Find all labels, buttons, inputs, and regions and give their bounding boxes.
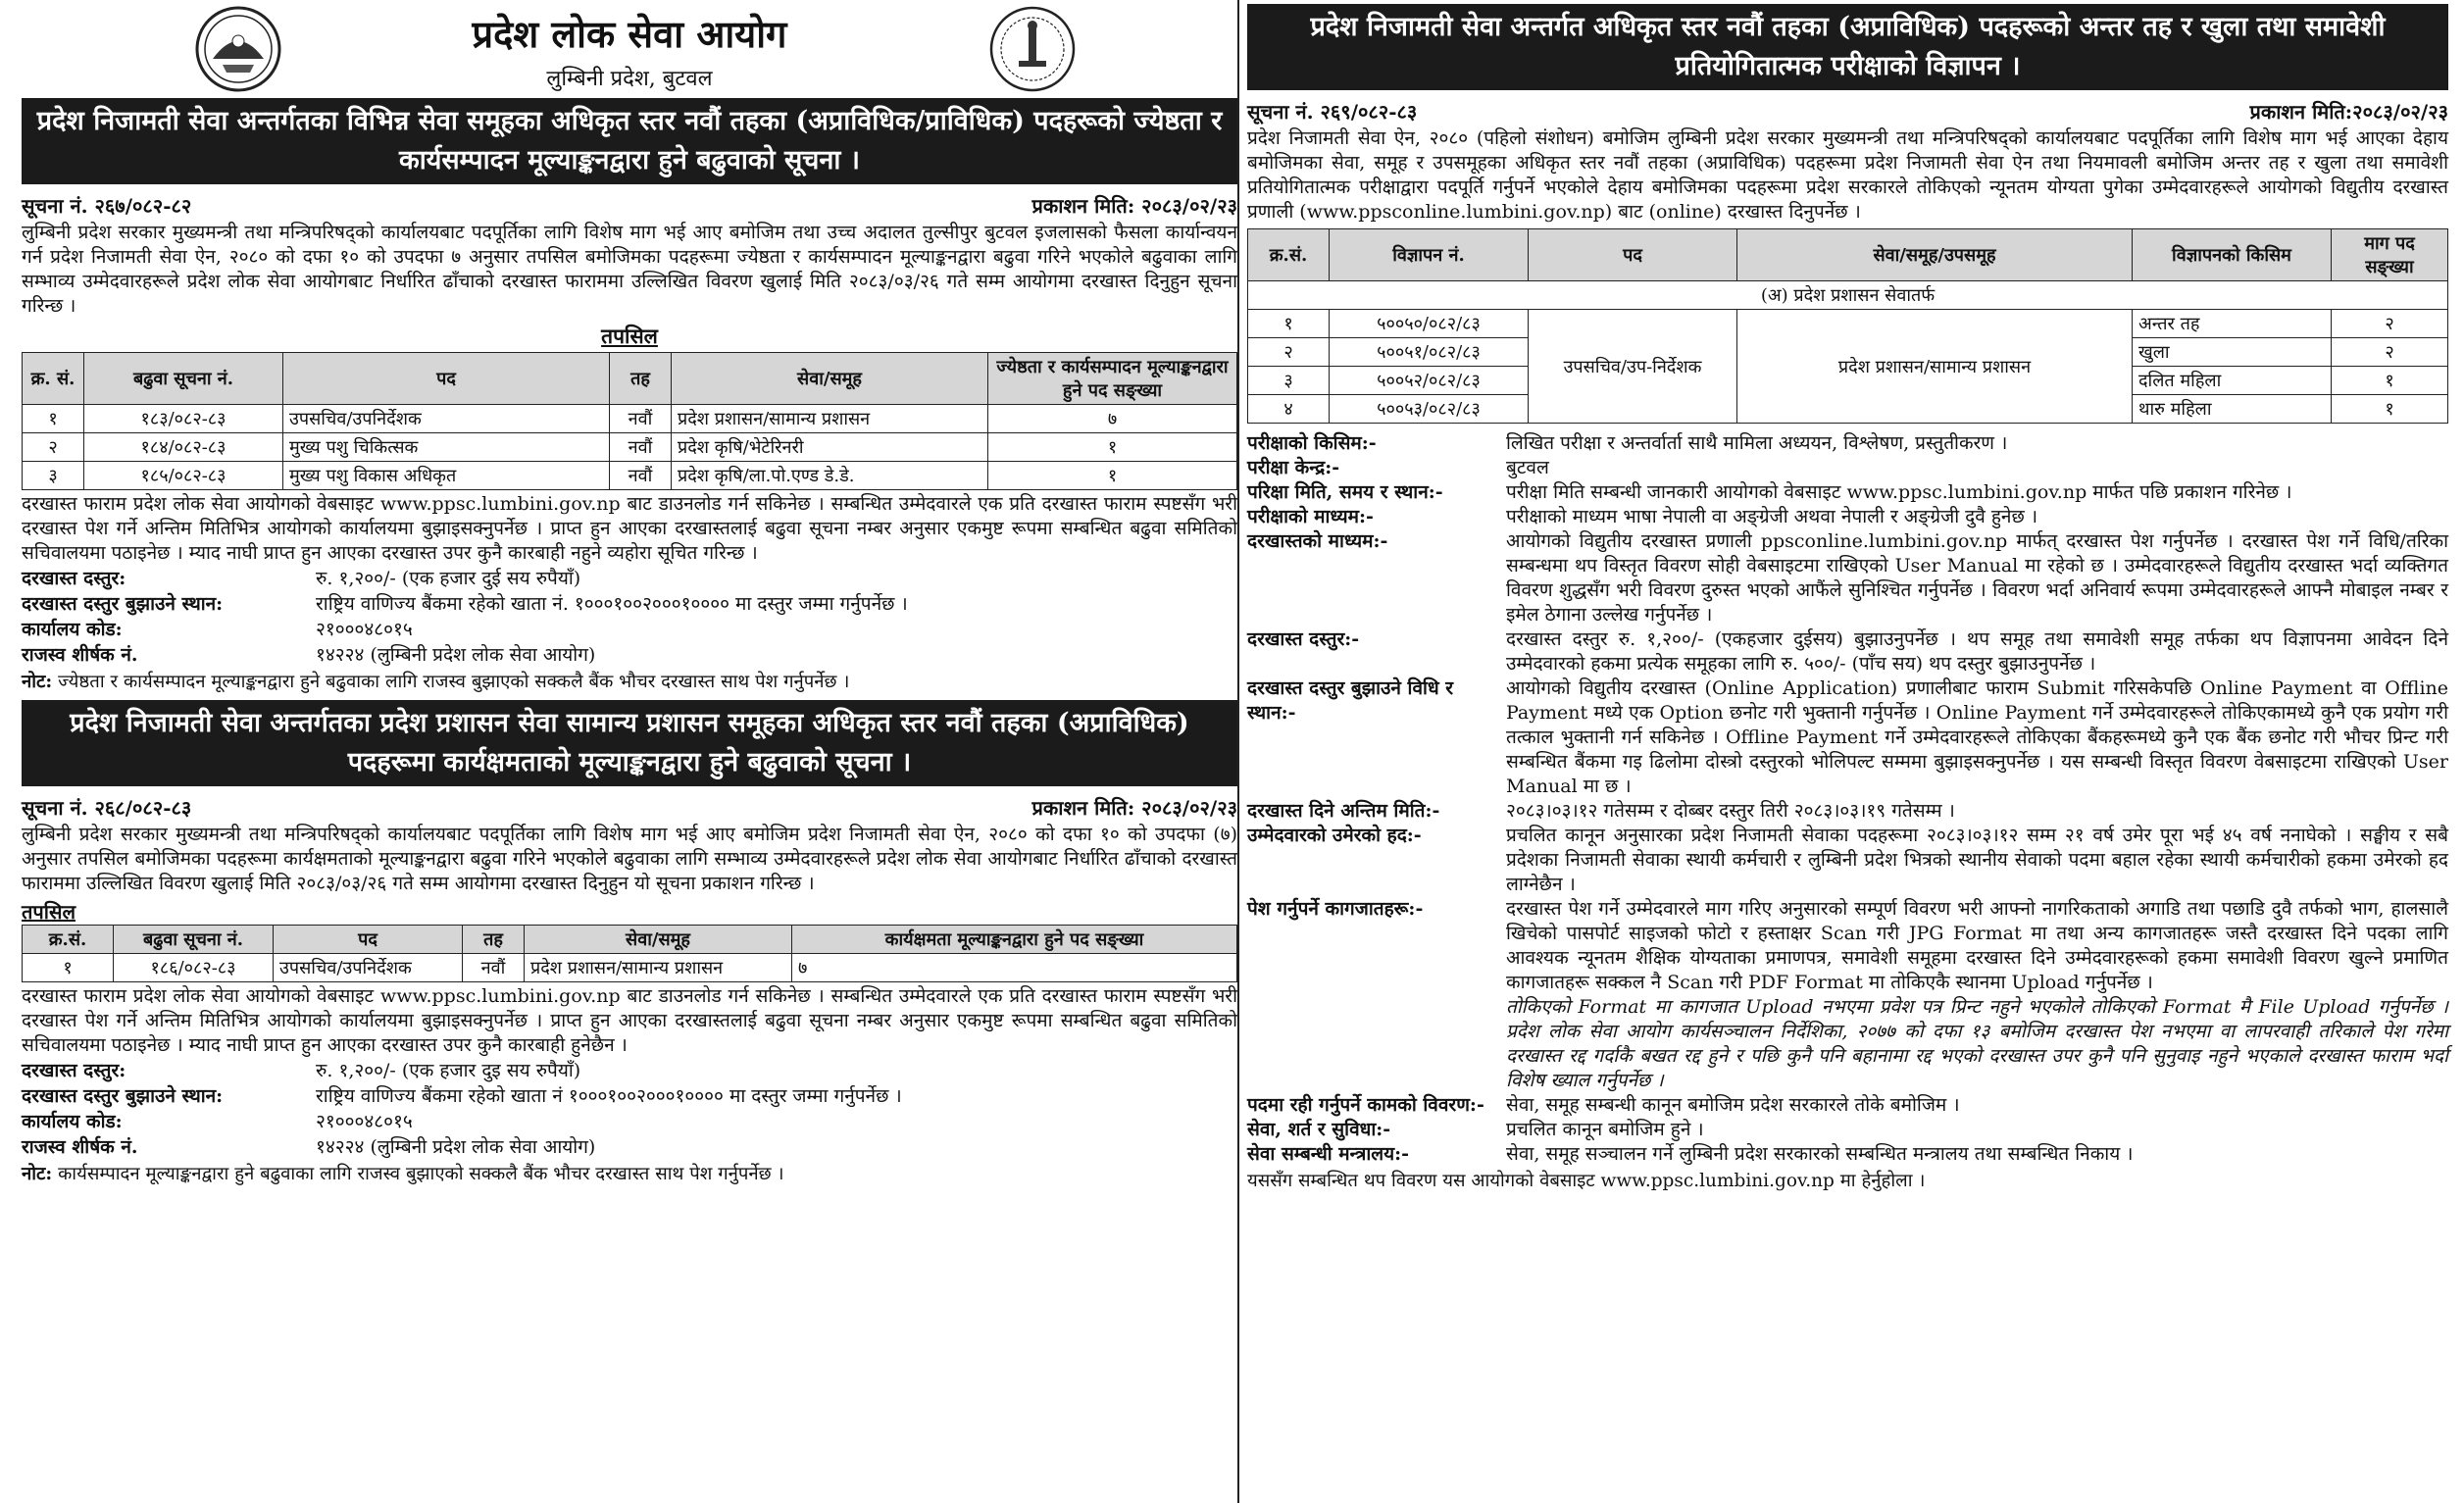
table-cell: (अ) प्रदेश प्रशासन सेवातर्फ	[1248, 281, 2448, 310]
table-cell: ५००५२/०८२/८३	[1330, 367, 1529, 395]
table-cell: ७	[792, 954, 1237, 982]
table-cell: २	[2332, 338, 2448, 367]
table-header: तह	[610, 353, 672, 405]
table-cell: अन्तर तह	[2133, 310, 2332, 338]
notice3-number: सूचना नं. २६९/०८२-८३	[1247, 100, 1418, 124]
notice1-meta	[22, 192, 1237, 219]
detail-label: पेश गर्नुपर्ने कागजातहरू:-	[1247, 898, 1424, 920]
table-cell: १	[2332, 367, 2448, 395]
detail-value: आयोगको विद्युतीय दरखास्त प्रणाली ppsconline.lumbini.gov.np मार्फत् दरखास्त पेश गर्नुपर्नेछ । दरखास्त पेश गर्ने विधि/तरिका सम्बन्धमा थप विस्तृत विवरण सोही वेबसाइटमा राखिएको User Manual मा रहेको छ । उम्मेदवारहरूले विद्युतीय दरखास्त भर्दा व्यक्तिगत विवरण शुद्धसँग भरी विवरण दुरुस्त भएको आफैंले सुनिश्चित गर्नुपर्नेछ । विवरण भर्दा अनिवार्य रूपमा उम्मेदवारहरूले आफ्नै मोबाइल नम्बर र इमेल ठेगाना उल्लेख गर्नुपर्नेछ ।	[1506, 530, 2448, 626]
table-cell: प्रदेश प्रशासन/सामान्य प्रशासन	[672, 405, 988, 433]
table-cell: नवौं	[610, 405, 672, 433]
table-cell: १	[1248, 310, 1330, 338]
detail-label: सेवा, शर्त र सुविधा:-	[1247, 1119, 1391, 1140]
detail-value: परीक्षा मिति सम्बन्धी जानकारी आयोगको वेबसाइट www.ppsc.lumbini.gov.np मार्फत पछि प्रकाशन गरिनेछ ।	[1506, 481, 2292, 503]
detail-label: परीक्षा केन्द्र:-	[1247, 457, 1340, 478]
table-cell: १	[23, 405, 84, 433]
detail-value: सेवा, समूह सम्बन्धी कानून बमोजिम प्रदेश सरकारले तोके बमोजिम ।	[1506, 1094, 1960, 1116]
table-header: कार्यक्षमता मूल्याङ्कनद्वारा हुने पद सङ्ख्या	[792, 926, 1237, 954]
note-label: नोट:	[22, 672, 53, 692]
table-header: ज्येष्ठता र कार्यसम्पादन मूल्याङ्कनद्वारा हुने पद सङ्ख्या	[988, 353, 1237, 405]
table-cell-service: प्रदेश प्रशासन/सामान्य प्रशासन	[1737, 310, 2133, 424]
notice2-fee-details	[22, 1058, 1237, 1160]
detail-value: प्रचलित कानून अनुसारका प्रदेश निजामती सेवाका पदहरूमा २०८३।०३।१२ सम्म २१ वर्ष उमेर पूरा भई ४५ वर्ष ननाघेको । सङ्घीय र सबै प्रदेशका निजामती सेवाका स्थायी कर्मचारी र लुम्बिनी प्रदेश भित्रको स्थानीय सेवाको पदमा बहाल रहेका स्थायी कर्मचारीको हकमा उमेरको हद लाग्नेछैन ।	[1506, 825, 2448, 895]
table-header: क्र. सं.	[23, 353, 84, 405]
kv-label: दरखास्त दस्तुर बुझाउने स्थान:	[22, 593, 224, 615]
table-group-row	[1248, 281, 2448, 310]
table-cell: ३	[23, 462, 84, 490]
table-header: क्र.सं.	[23, 926, 114, 954]
org-subtitle: लुम्बिनी प्रदेश, बुटवल	[546, 67, 713, 91]
table-header: सेवा/समूह	[525, 926, 792, 954]
left-column	[22, 0, 1237, 1188]
detail-label: परीक्षाको किसिम:-	[1247, 432, 1377, 454]
kv-value: २१०००४८०१५	[316, 619, 413, 640]
table-cell: नवौं	[463, 954, 525, 982]
notice2-tapsil: तपसिल	[22, 900, 76, 924]
table-cell: मुख्य पशु चिकित्सक	[283, 433, 610, 462]
table-header: विज्ञापनको किसिम	[2133, 229, 2332, 281]
notice2-table	[22, 925, 1237, 982]
kv-label: दरखास्त दस्तुर:	[22, 568, 126, 589]
right-column	[1247, 0, 2448, 1195]
detail-value: आयोगको विद्युतीय दरखास्त (Online Application) प्रणालीबाट फाराम Submit गरिसकेपछि Online Payment वा Offline Payment मध्ये एक Option छनोट गरी भुक्तानी गर्नुपर्नेछ । Online Payment गर्ने उम्मेदवारहरूले तोकिएकामध्ये कुनै एक प्रयोग गरी तत्काल भुक्तानी गर्न सकिनेछ । Offline Payment गर्ने उम्मेदवारहरूले तोकिएका बैंकहरूमध्ये कुनै एक बैंक छनोट गरी भौचर प्रिन्ट गरी सम्बन्धित बैंकमा गइ ढिलोमा दोस्त्रो दस्तुरको भोलिपल्ट सम्ममा बुझाइसक्नुपर्नेछ । यस सम्बन्धी विस्तृत विवरण वेबसाइटमा राखिएको User Manual मा छ ।	[1506, 677, 2448, 797]
detail-label: परिक्षा मिति, समय र स्थान:-	[1247, 481, 1443, 503]
table-cell: ५००५३/०८२/८३	[1330, 395, 1529, 424]
table-cell: मुख्य पशु विकास अधिकृत	[283, 462, 610, 490]
kv-value: रु. १,२००/- (एक हजार दुइ सय रुपैयाँ)	[316, 1060, 581, 1081]
table-cell-post: उपसचिव/उप-निर्देशक	[1529, 310, 1737, 424]
detail-label: परीक्षाको माध्यम:-	[1247, 506, 1374, 527]
detail-value: बुटवल	[1506, 457, 1549, 478]
kv-value: राष्ट्रिय वाणिज्य बैंकमा रहेको खाता नं १०००१००२०००१०००० मा दस्तुर जम्मा गर्नुपर्नेछ ।	[316, 1085, 902, 1107]
notice2-body: लुम्बिनी प्रदेश सरकार मुख्यमन्त्री तथा मन्त्रिपरिषद्को कार्यालयबाट पदपूर्तिका लागि विशेष माग भई आए बमोजिम प्रदेश निजामती सेवा ऐन, २०८० को दफा १० को उपदफा (७) अनुसार तपसिल बमोजिमका पदहरूमा कार्यक्षमताको मूल्याङ्कनद्वारा बढुवा गरिने भएकोले बढुवाका लागि सम्भाव्य उम्मेदवारहरूले प्रदेश लोक सेवा आयोगबाट निर्धारित ढाँचाको दरखास्त फाराममा उल्लिखित विवरण खुलाई मिति २०८३/०३/२६ गते सम्म आयोगमा दरखास्त दिनुहुन यो सूचना प्रकाशन गरिन्छ ।	[22, 824, 1237, 894]
table-cell: ४	[1248, 395, 1330, 424]
kv-label: दरखास्त दस्तुर:	[22, 1060, 126, 1081]
notice3-meta	[1247, 98, 2448, 125]
kv-value: १४२२४ (लुम्बिनी प्रदेश लोक सेवा आयोग)	[316, 1136, 596, 1158]
table-header: पद	[274, 926, 463, 954]
table-cell: ७	[988, 405, 1237, 433]
notice3-body: प्रदेश निजामती सेवा ऐन, २०८० (पहिलो संशोधन) बमोजिम लुम्बिनी प्रदेश सरकार मुख्यमन्त्री तथा मन्त्रिपरिषद्को कार्यालयबाट पदपूर्तिका लागि विशेष माग भई आएका देहाय बमोजिमका सेवा, समूह र उपसमूहका अधिकृत स्तर नवौं तहका (अप्राविधिक) पदहरूमा प्रदेश निजामती सेवा ऐन तथा नियमावली बमोजिम अन्तर तह र खुला तथा समावेशी प्रतियोगितात्मक परीक्षाद्वारा पदपूर्ति गर्नुपर्ने भएकोले देहाय बमोजिमका पदहरूमा प्रदेश सरकारले तोकिएको न्यूनतम योग्यता पुगेका उम्मेदवारहरूले आयोगको विद्युतीय दरखास्त प्रणाली (www.ppsconline.lumbini.gov.np) बाट (online) दरखास्त दिनुपर्नेछ ।	[1247, 127, 2448, 223]
table-cell: १	[23, 954, 114, 982]
nepal-emblem-icon	[193, 4, 283, 94]
kv-value: १४२२४ (लुम्बिनी प्रदेश लोक सेवा आयोग)	[316, 644, 596, 666]
detail-value: २०८३।०३।१२ गतेसम्म र दोब्बर दस्तुर तिरी २०८३।०३।१९ गतेसम्म ।	[1506, 800, 1955, 822]
table-header: सेवा/समूह	[672, 353, 988, 405]
org-title: प्रदेश लोक सेवा आयोग	[472, 12, 787, 56]
table-cell: नवौं	[610, 462, 672, 490]
table-header: पद	[1529, 229, 1737, 281]
kv-label: कार्यालय कोड:	[22, 1111, 123, 1132]
detail-value: प्रचलित कानून बमोजिम हुने ।	[1506, 1119, 1704, 1140]
table-row	[23, 433, 1237, 462]
column-divider	[1237, 0, 1239, 1503]
detail-value: लिखित परीक्षा र अन्तर्वार्ता साथै मामिला अध्ययन, विश्लेषण, प्रस्तुतीकरण ।	[1506, 432, 2008, 454]
table-header: क्र.सं.	[1248, 229, 1330, 281]
kv-value: राष्ट्रिय वाणिज्य बैंकमा रहेको खाता नं. १०००१००२०००१०००० मा दस्तुर जम्मा गर्नुपर्नेछ ।	[316, 593, 908, 615]
kv-value: रु. १,२००/- (एक हजार दुई सय रुपैयाँ)	[316, 568, 581, 589]
table-cell: उपसचिव/उपनिर्देशक	[274, 954, 463, 982]
table-row	[1248, 310, 2448, 338]
notice3-details	[1247, 431, 2448, 1167]
table-cell: प्रदेश कृषि/भेटेरिनरी	[672, 433, 988, 462]
notice2-note	[22, 1162, 1237, 1186]
table-header: तह	[463, 926, 525, 954]
notice3-banner: प्रदेश निजामती सेवा अन्तर्गत अधिकृत स्तर नवौं तहका (अप्राविधिक) पदहरूको अन्तर तह र खुला तथा समावेशी प्रतियोगितात्मक परीक्षाको विज्ञापन ।	[1247, 4, 2448, 90]
notice3-footer: यससँग सम्बन्धित थप विवरण यस आयोगको वेबसाइट www.ppsc.lumbini.gov.np मा हेर्नुहोला ।	[1247, 1171, 1926, 1191]
table-cell: ५००५१/०८२/८३	[1330, 338, 1529, 367]
detail-label: दरखास्तको माध्यम:-	[1247, 530, 1388, 552]
table-cell: थारु महिला	[2133, 395, 2332, 424]
notice1-number: सूचना नं. २६७/०८२-८२	[22, 194, 192, 218]
notice1-fee-details	[22, 566, 1237, 668]
detail-value: परीक्षाको माध्यम भाषा नेपाली वा अङ्ग्रेजी अथवा नेपाली र अङ्ग्रेजी दुवै हुनेछ ।	[1506, 506, 2038, 527]
table-header: पद	[283, 353, 610, 405]
notice1-body: लुम्बिनी प्रदेश सरकार मुख्यमन्त्री तथा मन्त्रिपरिषद्को कार्यालयबाट पदपूर्तिका लागि विशेष माग भई आए बमोजिम तथा उच्च अदालत तुल्सीपुर बुटवल इजलासको फैसला कार्यान्वयन गर्न प्रदेश निजामती सेवा ऐन, २०८० को दफा १० को उपदफा ७ अनुसार तपसिल बमोजिमका पदहरूमा ज्येष्ठता र कार्यसम्पादन मूल्याङ्कनद्वारा बढुवा गरिने भएकोले बढुवाका लागि सम्भाव्य उम्मेदवारहरूले प्रदेश लोक सेवा आयोगबाट निर्धारित ढाँचाको दरखास्त फाराममा उल्लिखित विवरण खुलाई मिति २०८३/०३/२६ गते सम्म आयोगमा दरखास्त दिनुहुन सूचना गरिन्छ ।	[22, 222, 1237, 317]
notice2-after: दरखास्त फाराम प्रदेश लोक सेवा आयोगको वेबसाइट www.ppsc.lumbini.gov.np बाट डाउनलोड गर्न सकिनेछ । सम्बन्धित उम्मेदवारले एक प्रति दरखास्त फाराम स्पष्टसँग भरी दरखास्त पेश गर्ने अन्तिम मितिभित्र आयोगको कार्यालयमा बुझाइसक्नुपर्नेछ । प्राप्त हुन आएका दरखास्तलाई बढुवा सूचना नम्बर अनुसार एकमुष्ट रूपमा सम्बन्धित बढुवा समितिको सचिवालयमा पठाइनेछ । म्याद नाघी प्राप्त हुन आएका दरखास्त उपर कुनै कारबाही हुनेछैन ।	[22, 985, 1237, 1056]
detail-label: सेवा सम्बन्धी मन्त्रालय:-	[1247, 1143, 1410, 1165]
table-cell: नवौं	[610, 433, 672, 462]
note-text: कार्यसम्पादन मूल्याङ्कनद्वारा हुने बढुवाका लागि राजस्व बुझाएको सक्कलै बैंक भौचर दरखास्त साथ पेश गर्नुपर्नेछ ।	[52, 1164, 784, 1184]
table-cell: १	[988, 433, 1237, 462]
table-cell: २	[2332, 310, 2448, 338]
kv-label: राजस्व शीर्षक नं.	[22, 644, 138, 666]
detail-label: पदमा रही गर्नुपर्ने कामको विवरण:-	[1247, 1094, 1484, 1116]
table-cell: १८६/०८२-८३	[114, 954, 274, 982]
table-cell: उपसचिव/उपनिर्देशक	[283, 405, 610, 433]
notice1-note	[22, 670, 1237, 694]
kv-value: २१०००४८०१५	[316, 1111, 413, 1132]
notice1-banner: प्रदेश निजामती सेवा अन्तर्गतका विभिन्न सेवा समूहका अधिकृत स्तर नवौं तहका (अप्राविधिक/प्राविधिक) पदहरूको ज्येष्ठता र कार्यसम्पादन मूल्याङ्कनद्वारा हुने बढुवाको सूचना ।	[22, 98, 1237, 184]
table-cell: ३	[1248, 367, 1330, 395]
detail-value: सेवा, समूह सञ्चालन गर्ने लुम्बिनी प्रदेश सरकारको सम्बन्धित मन्त्रालय तथा सम्बन्धित निकाय ।	[1506, 1143, 2134, 1165]
detail-label: दरखास्त दस्तुर:-	[1247, 628, 1360, 650]
detail-value: दरखास्त पेश गर्ने उम्मेदवारले माग गरिए अनुसारको सम्पूर्ण विवरण भरी आफ्नो नागरिकताको अगाडि तथा पछाडि दुवै तर्फको भाग, हालसालै खिचेको पासपोर्ट साइजको फोटो र हस्ताक्षर Scan गरी JPG Format मा तथा अन्य कागजातहरू जस्तै दरखास्त दिने पदका लागि आवश्यक न्यूनतम शैक्षिक योग्यताका प्रमाणपत्र, समावेशी समूहमा दरखास्त दिने उम्मेदवारहरूको हकमा समावेशी विवरण खुल्ने प्रमाणित कागजातहरू सक्कल नै Scan गरी PDF Format मा तोकिएकै स्थानमा Upload गर्नुपर्नेछ ।	[1506, 898, 2448, 993]
kv-label: कार्यालय कोड:	[22, 619, 123, 640]
table-row	[23, 405, 1237, 433]
table-header: बढुवा सूचना नं.	[84, 353, 283, 405]
table-row	[23, 462, 1237, 490]
notice3-date: प्रकाशन मिति:२०८३/०२/२३	[2249, 100, 2448, 124]
notice1-table	[22, 352, 1237, 490]
detail-label: उम्मेदवारको उमेरको हद:-	[1247, 825, 1422, 846]
table-cell: दलित महिला	[2133, 367, 2332, 395]
table-header: विज्ञापन नं.	[1330, 229, 1529, 281]
table-cell: प्रदेश प्रशासन/सामान्य प्रशासन	[525, 954, 792, 982]
detail-value: दरखास्त दस्तुर रु. १,२००/- (एकहजार दुईसय) बुझाउनुपर्नेछ । थप समूह तथा समावेशी समूह तर्फका थप विज्ञापनमा आवेदन दिने उम्मेदवारको हकमा प्रत्येक समूहका लागि रु. ५००/- (पाँच सय) थप दस्तुर बुझाउनुपर्नेछ ।	[1506, 628, 2448, 675]
table-cell: १८५/०८२-८३	[84, 462, 283, 490]
table-header: माग पद सङ्ख्या	[2332, 229, 2448, 281]
org-header	[22, 0, 1237, 98]
table-row	[23, 954, 1237, 982]
table-cell: खुला	[2133, 338, 2332, 367]
table-cell: प्रदेश कृषि/ला.पो.एण्ड डे.डे.	[672, 462, 988, 490]
commission-seal-icon	[987, 4, 1078, 94]
notice3-table	[1247, 228, 2448, 424]
kv-label: राजस्व शीर्षक नं.	[22, 1136, 138, 1158]
table-cell: ५००५०/०८२/८३	[1330, 310, 1529, 338]
notice2-meta	[22, 794, 1237, 821]
notice2-date: प्रकाशन मिति: २०८३/०२/२३	[1031, 796, 1237, 820]
table-cell: १	[988, 462, 1237, 490]
table-cell: १	[2332, 395, 2448, 424]
table-cell: १८३/०८२-८३	[84, 405, 283, 433]
note-label: नोट:	[22, 1164, 53, 1184]
notice1-tapsil: तपसिल	[601, 324, 658, 348]
detail-label: दरखास्त दस्तुर बुझाउने विधि र स्थान:-	[1247, 677, 1454, 724]
notice1-date: प्रकाशन मिति: २०८३/०२/२३	[1031, 194, 1237, 218]
note-text: ज्येष्ठता र कार्यसम्पादन मूल्याङ्कनद्वारा हुने बढुवाका लागि राजस्व बुझाएको सक्कलै बैंक भौचर दरखास्त साथ पेश गर्नुपर्नेछ ।	[52, 672, 850, 692]
detail-label: दरखास्त दिने अन्तिम मिति:-	[1247, 800, 1440, 822]
notice1-after: दरखास्त फाराम प्रदेश लोक सेवा आयोगको वेबसाइट www.ppsc.lumbini.gov.np बाट डाउनलोड गर्न सकिनेछ । सम्बन्धित उम्मेदवारले एक प्रति दरखास्त फाराम स्पष्टसँग भरी दरखास्त पेश गर्ने अन्तिम मितिभित्र आयोगको कार्यालयमा बुझाइसक्नुपर्नेछ । प्राप्त हुन आएका दरखास्तलाई बढुवा सूचना नम्बर अनुसार एकमुष्ट रूपमा सम्बन्धित बढुवा समितिको सचिवालयमा पठाइनेछ । म्याद नाघी प्राप्त हुन आएका दरखास्त उपर कुनै कारबाही नहुने व्यहोरा सूचित गरिन्छ ।	[22, 493, 1237, 564]
detail-label	[1247, 995, 1500, 1093]
table-header: सेवा/समूह/उपसमूह	[1737, 229, 2133, 281]
table-cell: २	[23, 433, 84, 462]
kv-label: दरखास्त दस्तुर बुझाउने स्थान:	[22, 1085, 224, 1107]
table-cell: २	[1248, 338, 1330, 367]
detail-value: तोकिएको Format मा कागजात Upload नभएमा प्रवेश पत्र प्रिन्ट नहुने भएकोले तोकिएको Format मै File Upload गर्नुपर्नेछ । प्रदेश लोक सेवा आयोग कार्यसञ्चालन निर्देशिका, २०७७ को दफा १३ बमोजिम दरखास्त पेश नभएमा वा लापरवाही तरिकाले पेश गरेमा दरखास्त रद्द गर्दाकै बखत रद्द हुने र पछि कुनै पनि बहानामा रद्द भएको दरखास्त उपर कुनै पनि सुनुवाइ नहुने भएकाले दरखास्त फाराम भर्दा विशेष ख्याल गर्नुपर्नेछ ।	[1506, 996, 2448, 1091]
notice2-banner: प्रदेश निजामती सेवा अन्तर्गतका प्रदेश प्रशासन सेवा सामान्य प्रशासन समूहका अधिकृत स्तर नवौं तहका (अप्राविधिक) पदहरूमा कार्यक्षमताको मूल्याङ्कनद्वारा हुने बढुवाको सूचना ।	[22, 700, 1237, 786]
table-header: बढुवा सूचना नं.	[114, 926, 274, 954]
notice2-number: सूचना नं. २६८/०८२-८३	[22, 796, 192, 820]
table-cell: १८४/०८२-८३	[84, 433, 283, 462]
